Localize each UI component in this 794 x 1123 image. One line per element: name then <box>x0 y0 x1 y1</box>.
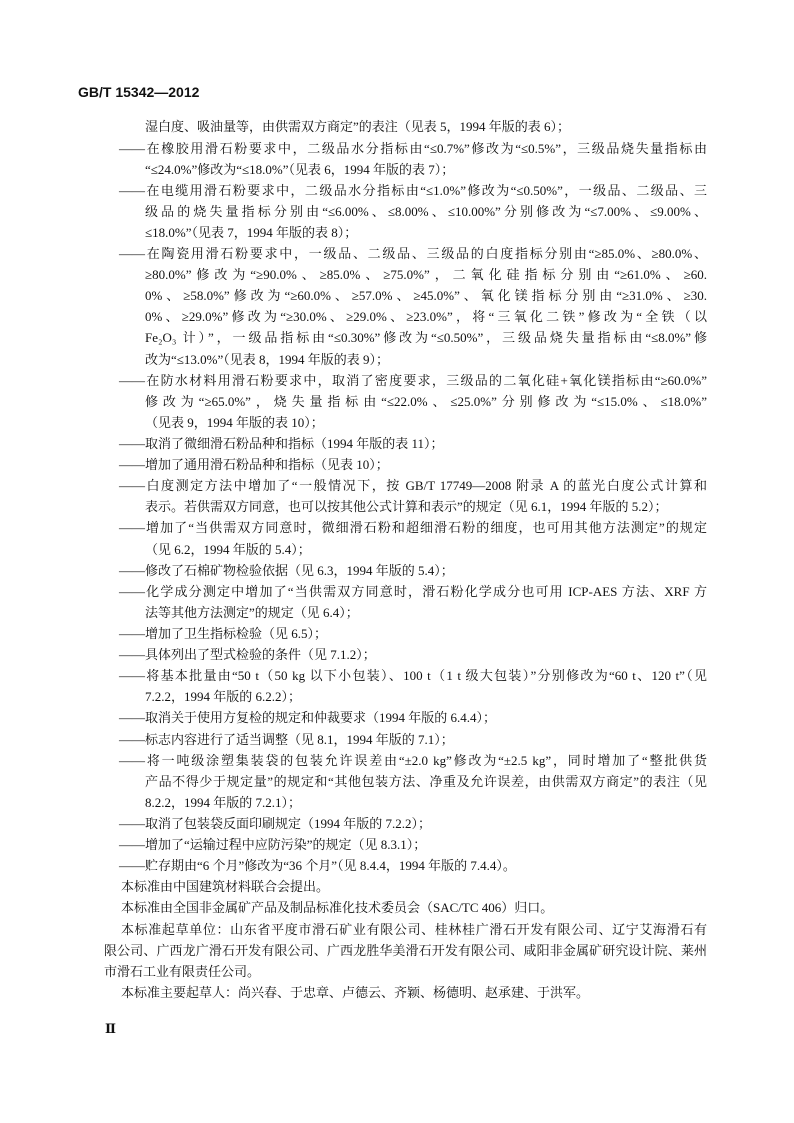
foreword-body <box>0 116 794 1003</box>
change-item <box>0 475 794 517</box>
change-item <box>0 834 794 855</box>
change-item-line: ——在防水材料用滑石粉要求中，取消了密度要求，三级品的二氧化硅+氧化镁指标由“≥60.0%” <box>119 372 707 388</box>
change-item <box>0 243 794 370</box>
change-item-line: ——将基本批量由“50 t（50 kg 以下小包装）、100 t（1 t 级大包装）”分别修改为“60 t、120 t”（见 <box>119 668 707 684</box>
change-item-line: ——在橡胶用滑石粉要求中，二级品水分指标由“≤0.7%”修改为“≤0.5%”，三级品烧失量指标由 <box>119 140 707 156</box>
change-item-line: ——在电缆用滑石粉要求中，二级品水分指标由“≤1.0%”修改为“≤0.50%”，一级品、二级品、三 <box>119 182 707 198</box>
paragraph-line: 本标准主要起草人：尚兴春、于忠章、卢德云、齐颖、杨德明、赵承建、于洪军。 <box>121 984 590 1000</box>
change-item <box>0 138 794 180</box>
foreword-paragraph-drafting-units <box>0 919 794 982</box>
change-item <box>0 370 794 433</box>
change-item <box>0 644 794 665</box>
change-item-line: ——取消关于使用方复检的规定和仲裁要求（1994 年版的 6.4.4）； <box>119 710 497 726</box>
change-item-line: Fe₂O₃ 计）”，一级品指标由“≤0.30%”修改为“≤0.50%”，三级品烧失量指标由“≤8.0%”修 <box>145 330 707 346</box>
change-item <box>0 750 794 813</box>
paragraph-line: 本标准由中国建筑材料联合会提出。 <box>121 879 330 895</box>
change-item <box>0 180 794 243</box>
change-item-line: ——具体列出了型式检验的条件（见 7.1.2）； <box>119 647 376 663</box>
change-item <box>0 517 794 559</box>
foreword-paragraph-drafters <box>0 982 794 1003</box>
change-item-line: ——取消了包装袋反面印刷规定（1994 年版的 7.2.2）； <box>119 816 432 831</box>
change-item-line: ——增加了卫生指标检验（见 6.5）； <box>119 626 328 642</box>
paragraph-line: 本标准起草单位：山东省平度市滑石矿业有限公司、桂林桂广滑石开发有限公司、辽宁艾海滑石有 <box>121 921 707 937</box>
foreword-paragraph-proposer <box>0 876 794 897</box>
change-item-line: ——增加了“运输过程中应防污染”的规定（见 8.3.1）； <box>119 837 427 853</box>
change-item <box>0 813 794 834</box>
change-item-line: ——将一吨级涂塑集装袋的包装允许误差由“±2.0 kg”修改为“±2.5 kg”，同时增加了“整批供货 <box>119 752 707 768</box>
change-item <box>0 623 794 644</box>
change-item-line: 法等其他方法测定”的规定（见 6.4）； <box>145 604 359 620</box>
change-item-line: 湿白度、吸油量等，由供需双方商定”的表注（见表 5，1994 年版的表 6）； <box>145 119 571 135</box>
change-item-line: 0%、≥29.0%”修改为“≥30.0%、≥29.0%、≥23.0%”，将“三氧化二铁”修改为“全铁（以 <box>145 309 707 325</box>
change-item-line: ——增加了“当供需双方同意时，微细滑石粉和超细滑石粉的细度，也可用其他方法测定”的规定 <box>119 520 707 536</box>
standard-number-header: GB/T 15342—2012 <box>78 84 200 100</box>
change-item <box>0 433 794 454</box>
change-item-line: 8.2.2，1994 年版的 7.2.1）； <box>145 794 302 810</box>
change-item-line: 0%、≥58.0%”修改为“≥60.0%、≥57.0%、≥45.0%”、氧化镁指标分别由“≥31.0%、≥30. <box>145 288 707 304</box>
change-item <box>0 855 794 876</box>
foreword-paragraph-committee <box>0 897 794 918</box>
continued-item <box>0 116 794 137</box>
change-item-line: 7.2.2，1994 年版的 6.2.2）； <box>145 689 302 705</box>
change-item-line: ≥80.0%”修改为“≥90.0%、≥85.0%、≥75.0%”，二氧化硅指标分别由“≥61.0%、≥60. <box>145 267 707 283</box>
change-item-line: 产品不得少于规定量”的规定和“其他包装方法、净重及允许误差，由供需双方商定”的表注（见 <box>145 773 707 789</box>
change-item-line: 级品的烧失量指标分别由“≤6.00%、≤8.00%、≤10.00%”分别修改为“≤7.00%、≤9.00%、 <box>145 203 707 219</box>
paragraph-line: 市滑石工业有限责任公司。 <box>104 963 261 979</box>
change-item-line: 表示。若供需双方同意，也可以按其他公式计算和表示”的规定（见 6.1，1994 年版的 5.2）； <box>145 499 668 515</box>
paragraph-line: 本标准由全国非金属矿产品及制品标准化技术委员会（SAC/TC 406）归口。 <box>121 900 554 916</box>
change-item-line: （见表 9，1994 年版的表 10）； <box>145 414 324 430</box>
change-item-line: 修改为“≥65.0%”，烧失量指标由“≤22.0%、≤25.0%”分别修改为“≤15.0%、≤18.0%” <box>145 393 707 409</box>
change-item-line: ——在陶瓷用滑石粉要求中，一级品、二级品、三级品的白度指标分别由“≥85.0%、≥80.0%、 <box>119 246 707 262</box>
page-number: Ⅱ <box>105 1021 116 1036</box>
change-item-line: ——标志内容进行了适当调整（见 8.1，1994 年版的 7.1）； <box>119 731 454 747</box>
change-item <box>0 729 794 750</box>
change-item-line: ——化学成分测定中增加了“当供需双方同意时，滑石粉化学成分也可用 ICP-AES 方法、XRF 方 <box>119 583 707 599</box>
change-item-line: ——增加了通用滑石粉品种和指标（见表 10）； <box>119 457 389 473</box>
change-item-line: （见 6.2，1994 年版的 5.4）； <box>145 541 311 557</box>
change-item <box>0 707 794 728</box>
change-item-line: ——修改了石棉矿物检验依据（见 6.3，1994 年版的 5.4）； <box>119 562 454 578</box>
change-item-line: 改为“≤13.0%”（见表 8，1994 年版的表 9）； <box>145 351 390 367</box>
change-item <box>0 454 794 475</box>
change-item-line: ——白度测定方法中增加了“一般情况下，按 GB/T 17749—2008 附录 A 的蓝光白度公式计算和 <box>119 478 707 494</box>
change-item <box>0 560 794 581</box>
change-item-line: ——取消了微细滑石粉品种和指标（1994 年版的表 11）； <box>119 436 444 452</box>
change-item <box>0 665 794 707</box>
paragraph-line: 限公司、广西龙广滑石开发有限公司、广西龙胜华美滑石开发有限公司、咸阳非金属矿研究设计院、莱州 <box>104 942 707 958</box>
change-item-line: “≤24.0%”修改为“≤18.0%”（见表 6，1994 年版的表 7）； <box>145 161 455 177</box>
change-item-line: ——贮存期由“6 个月”修改为“36 个月”（见 8.4.4，1994 年版的 7.4.4）。 <box>119 858 516 874</box>
change-item-line: ≤18.0%”（见表 7，1994 年版的表 8）； <box>145 224 358 240</box>
change-item <box>0 581 794 623</box>
